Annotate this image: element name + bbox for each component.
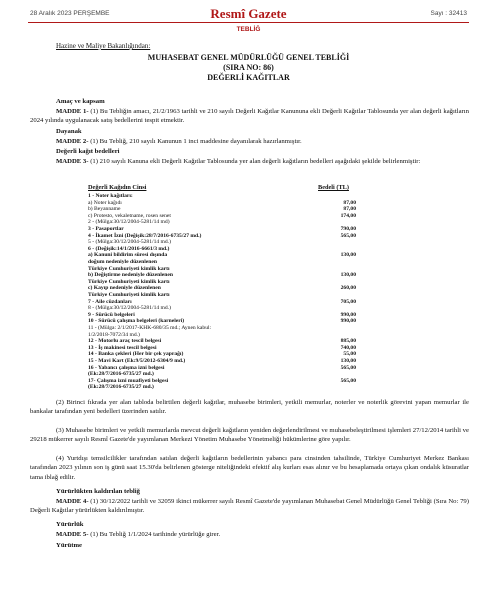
table-row-value: 705,00	[340, 298, 356, 305]
article-5-label: MADDE 5-	[56, 531, 89, 538]
heading-yururlukten-kaldirilan: Yürürlükten kaldırılan tebliğ	[56, 488, 140, 495]
table-row-label: 1 - Noter kağıtları:	[88, 193, 133, 199]
document-sequence: (SIRA NO: 86)	[223, 63, 274, 72]
table-row-value: 174,00	[340, 212, 356, 219]
table-row-label: 5 - (Mülga:30/12/2004-5281/14 md.)	[88, 239, 171, 246]
table-row-label: 9 - Sürücü belgeleri	[88, 311, 135, 318]
article-4-label: MADDE 4-	[56, 498, 89, 505]
table-row-label: 14 - Banka çekleri (Her bir çek yaprağı)	[88, 351, 184, 358]
table-row-value: 55,00	[343, 351, 356, 358]
article-2-text: (1) Bu Tebliğ, 210 sayılı Kanunun 1 inci maddesine dayanılarak hazırlanmıştır.	[90, 138, 302, 145]
table-row-label: Türkiye Cumhuriyeti kimlik kartı	[88, 292, 170, 298]
paragraph-3: (3) Muhasebe birimleri ve yetkili memurlarda mevcut değerli kağıtların yeniden değerlendirilmesi ve muhasebeleştirilmesi işlemleri 27/12/2014 tarihli ve 29218 mükerrer sayılı Resmî Gazete'de yayımlanan Merkezi Yönetim Muhasebe Yönetmeliği hükümlerine göre yapılır.	[30, 427, 469, 444]
table-header-name: Değerli Kağıdın Cinsi	[88, 184, 147, 191]
table-row-label: Türkiye Cumhuriyeti kimlik kartı	[88, 278, 170, 285]
table-header-price: Bedeli (TL)	[318, 184, 349, 191]
table-row-value: 130,00	[340, 272, 356, 279]
article-4	[30, 497, 469, 516]
paragraph-4: (4) Yurtdışı temsilcilikler tarafından satılan değerli kağıtların bedellerinin yabancı para cinsinden tahsilinde, Türkiye Cumhuriyet Merkez Bankası tarafından 2023 yılının son iş günü saat 15.30'da belirlenen gösterge niteliğindeki efektif alış kurları esas alınır ve bu hesaplamada ortaya çıkan ondalık küsuratlar tama iblağ edilir.	[30, 455, 469, 481]
table-row-value: 740,00	[340, 344, 356, 351]
article-2	[56, 137, 302, 146]
table-row-value: 990,00	[340, 318, 356, 325]
heading-yurutme: Yürütme	[56, 542, 83, 549]
paragraph-2: (2) Birinci fıkrada yer alan tabloda belirtilen değerli kağıtlar, muhasebe birimleri, yetkili memurlar, noterler ve noterlik görevini yapan memurlar ile bankalar tarafından yeni bedelleri üzerinden satılır.	[30, 399, 469, 416]
article-4-text: (1) 30/12/2022 tarihli ve 32059 ikinci mükerrer sayılı Resmî Gazete'de yayımlanan Muhasebat Genel Müdürlüğü Genel Tebliği (Sıra No: 79) Değerli Kağıtlar yürürlükten kaldırılmıştır.	[30, 498, 469, 515]
article-3-label: MADDE 3-	[56, 158, 89, 165]
document-subject: DEĞERLİ KAĞITLAR	[207, 73, 290, 82]
table-row-label: 2 - (Mülga:30/12/2004-5281/14 md)	[88, 219, 170, 226]
table-row-label: 15 - Mavi Kart (Ek:9/5/2012-6304/9 md.)	[88, 358, 186, 364]
table-row-label: 7 - Aile cüzdanları	[88, 298, 132, 305]
table-row-label: 17- Çalışma izni muafiyeti belgesi	[88, 377, 169, 384]
table-row-label: a) Kanuni bildirim süresi dışında	[88, 252, 168, 259]
table-row-label: (Ek:28/7/2016-6735/27 md.)	[88, 371, 154, 378]
table-row-value: 87,00	[343, 199, 356, 206]
table-row-value: 790,00	[340, 226, 356, 232]
heading-dayanak: Dayanak	[56, 128, 82, 135]
table-row-label: 11 - (Mülga: 2/1/2017-KHK-680/35 md.; Aynen kabul:	[88, 325, 212, 331]
article-1-label: MADDE 1-	[56, 108, 89, 115]
gazette-date: 28 Aralık 2023 PERŞEMBE	[30, 10, 110, 17]
table-row-label: (Ek:28/7/2016-6735/27 md.)	[88, 384, 154, 391]
article-3	[30, 157, 469, 166]
table-row-label: 10 - Sürücü çalışma belgeleri (karneleri)	[88, 318, 185, 325]
heading-bedeller: Değerli kağıt bedelleri	[56, 148, 120, 155]
table-row-value: 990,00	[340, 311, 356, 318]
table-row-value: 130,00	[340, 252, 356, 259]
table-row-label: c) Kayıp nedeniyle düzenlenen	[88, 285, 161, 292]
table-row-label: 16 - Yabancı çalışma izni belgesi	[88, 364, 165, 371]
section-label: TEBLİĞ	[236, 26, 261, 33]
table-row-label: b) Değiştirme nedeniyle düzenlenen	[88, 272, 173, 279]
table-row-value: 565,00	[340, 232, 356, 239]
table-row-label: 12 - Motorlu araç tescil belgesi	[88, 338, 162, 345]
article-1	[30, 107, 469, 126]
gazette-title: Resmî Gazete	[210, 6, 287, 21]
issuing-ministry: Hazine ve Maliye Bakanlığından:	[56, 42, 151, 50]
article-5	[56, 530, 220, 539]
table-row-label: 8 - (Mülga:30/12/2004-5281/14 md.)	[88, 305, 171, 312]
article-2-label: MADDE 2-	[56, 138, 89, 145]
document-title: MUHASEBAT GENEL MÜDÜRLÜĞÜ GENEL TEBLİĞİ	[147, 53, 350, 62]
article-3-text: (1) 210 sayılı Kanuna ekli Değerli Kağıtlar Tablosunda yer alan değerli kağıtların bedelleri aşağıdaki şekilde belirlenmiştir:	[90, 158, 421, 165]
table-row-label: c) Protesto, vekaletname, rosen senet	[88, 212, 171, 219]
table-row-label: 6 - (Değişik:14/1/2016-6661/3 md.)	[88, 245, 170, 252]
table-row-value: 565,00	[340, 364, 356, 371]
table-row-value: 130,00	[340, 358, 356, 364]
table-row-value: 565,00	[340, 377, 356, 384]
table-row-value: 885,00	[340, 338, 356, 345]
table-row-value: 260,00	[340, 285, 356, 292]
table-row-label: doğum nedeniyle düzenlenen	[88, 259, 157, 265]
table-row-label: 13 - İş makinesi tescil belgesi	[88, 344, 157, 351]
gazette-issue-number: Sayı : 32413	[430, 10, 467, 17]
table-row-label: b) Beyanname	[88, 206, 121, 213]
table-row-label: a) Noter kağıdı	[88, 199, 122, 206]
article-1-text: (1) Bu Tebliğin amacı, 21/2/1963 tarihli ve 210 sayılı Değerli Kağıtlar Kanununa ekli Değerli Kağıtlar Tablosunda yer alan değerli kağıtların 2024 yılında uygulanacak satış bedellerini tespit etmektir.	[30, 108, 469, 125]
heading-yururluk: Yürürlük	[56, 521, 84, 528]
heading-amac: Amaç ve kapsam	[56, 98, 105, 105]
article-5-text: (1) Bu Tebliğ 1/1/2024 tarihinde yürürlüğe girer.	[90, 531, 221, 538]
header-divider	[28, 22, 469, 23]
table-row-label: 1/2/2018-7072/34 md.)	[88, 331, 140, 338]
table-row-value: 87,00	[343, 206, 356, 213]
table-row-label: Türkiye Cumhuriyeti kimlik kartı	[88, 265, 170, 272]
table-row-label: 3 - Pasaportlar	[88, 226, 124, 232]
table-row-label: 4 - İkamet İzni (Değişik:28/7/2016-6735/27 md.)	[88, 232, 202, 239]
